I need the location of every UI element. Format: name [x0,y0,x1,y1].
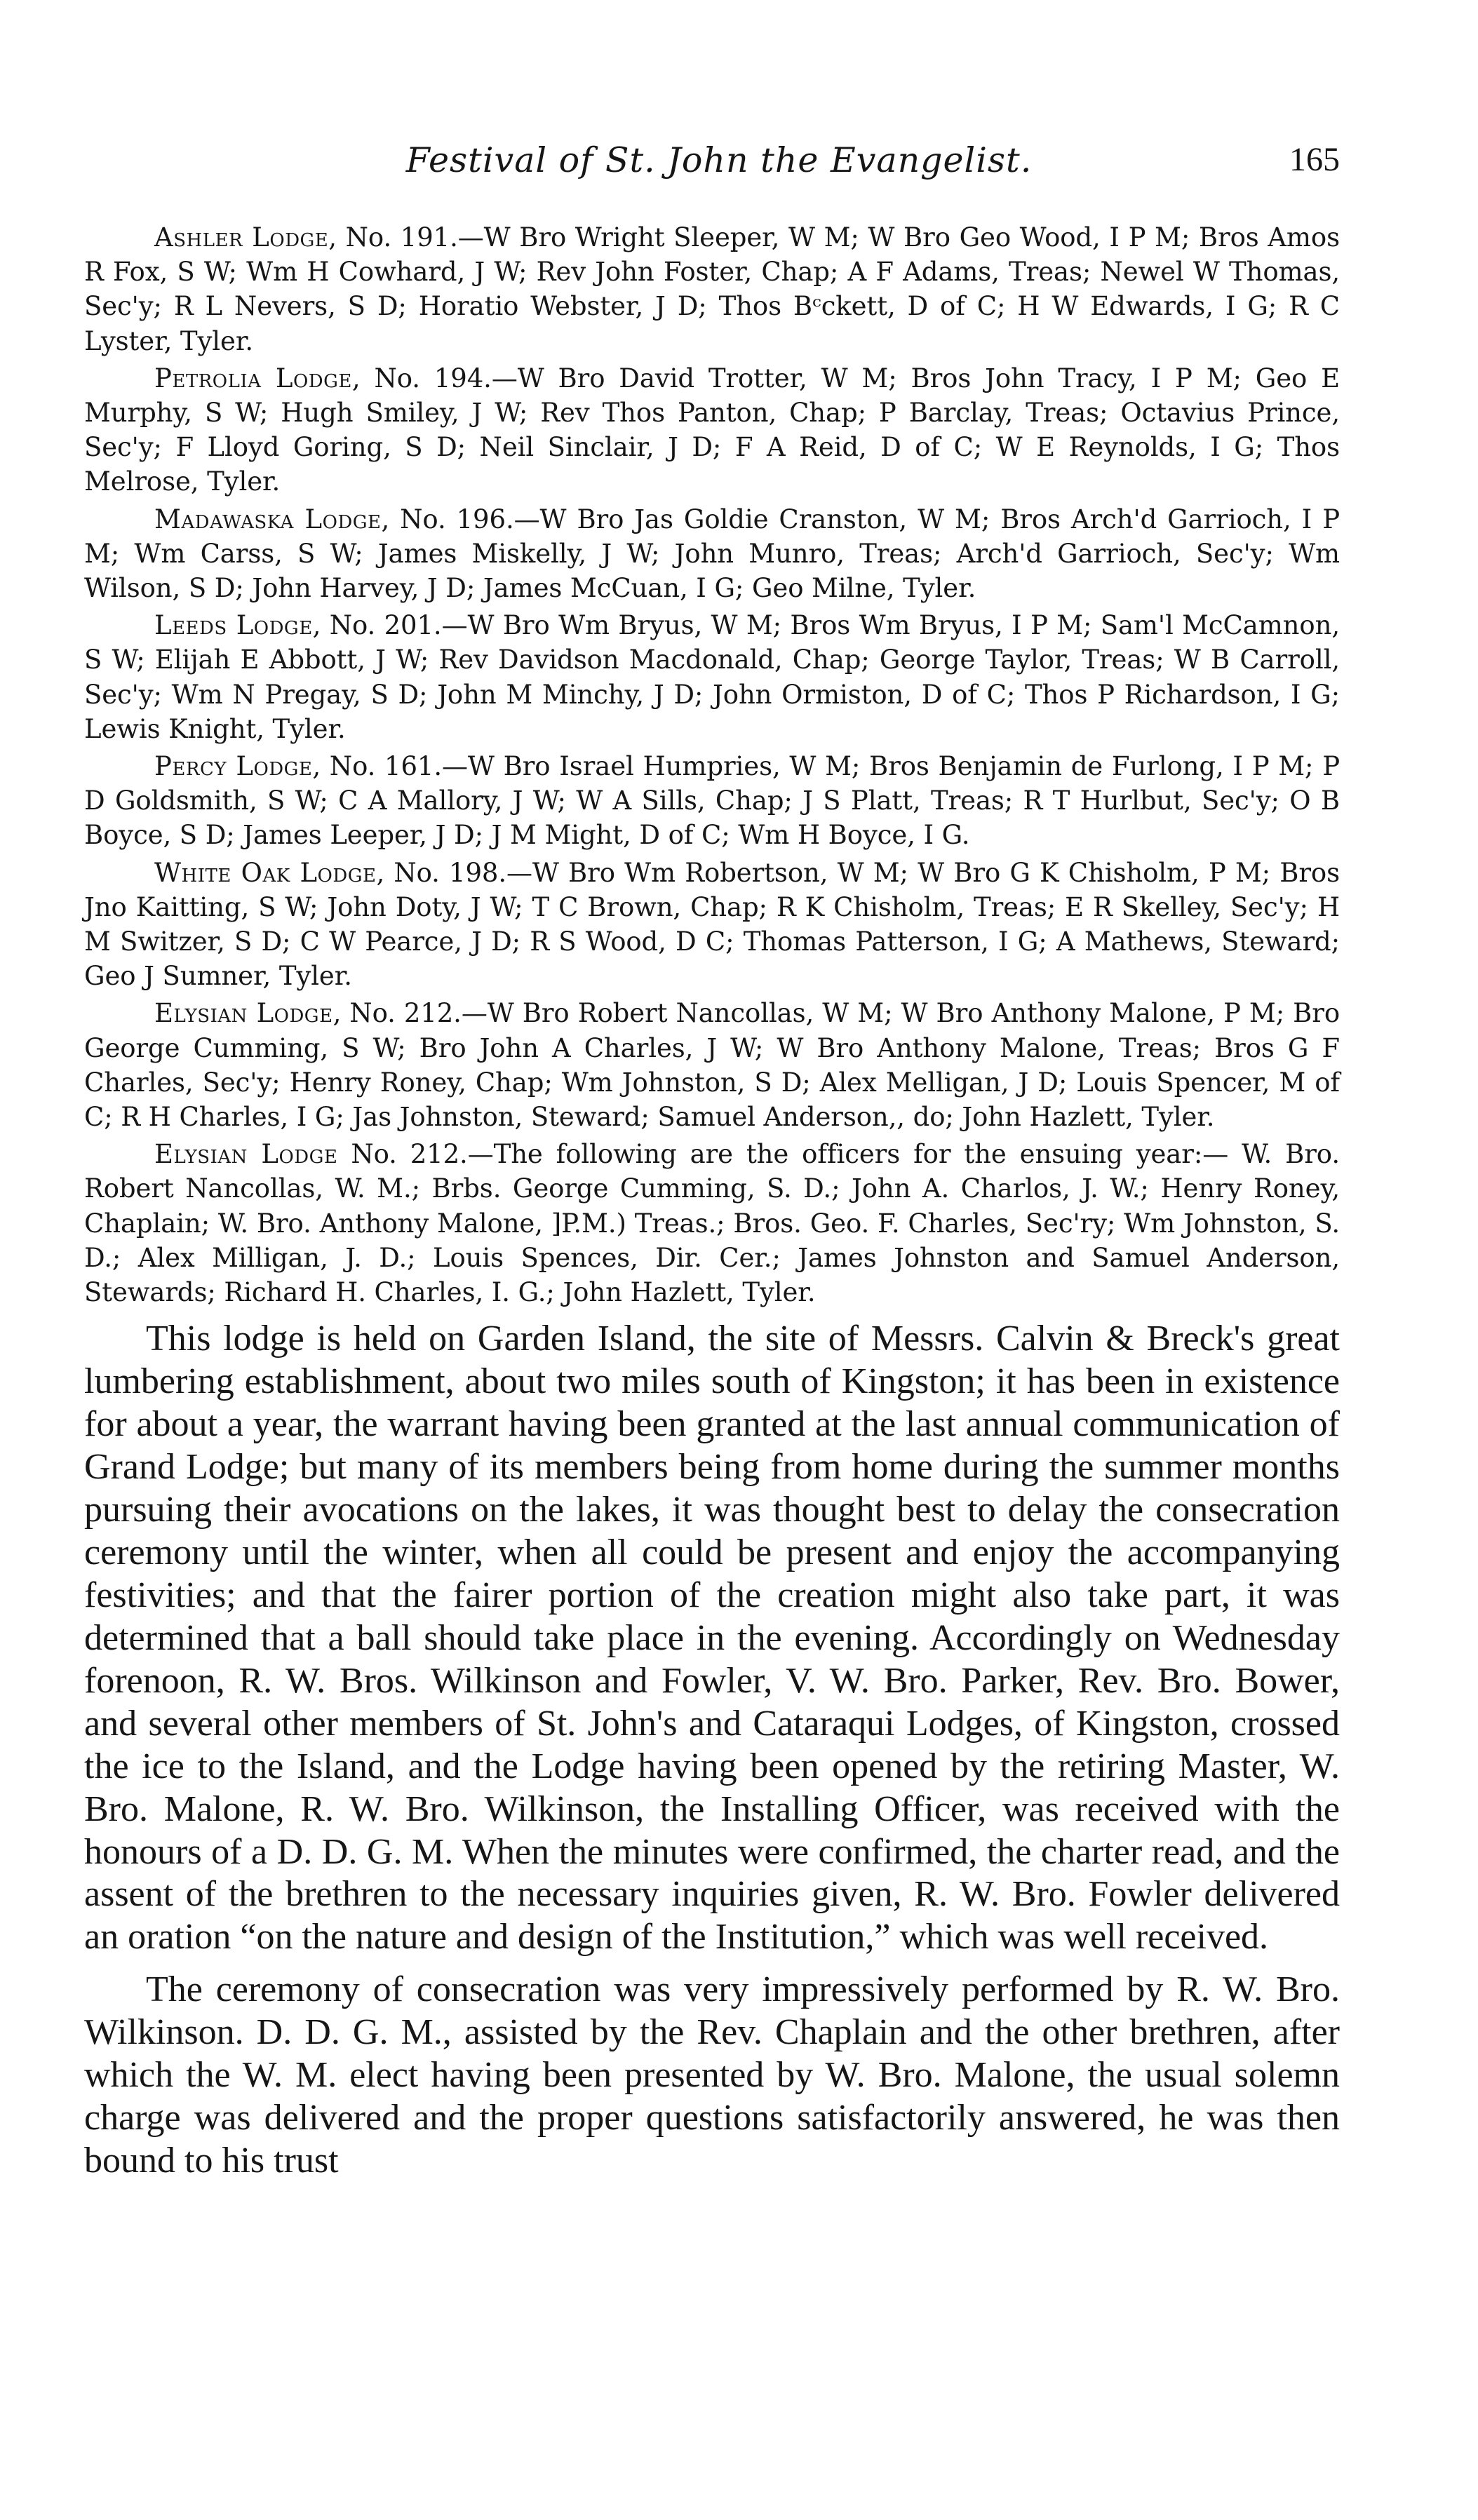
lodge-entry [84,361,1340,499]
lodge-name: Leeds Lodge [154,610,313,641]
lodge-name: Percy Lodge [154,751,313,782]
lodge-officers: , No. 191.—W Bro Wright Sleeper, W M; W Bro Geo Wood, I P M; Bros Amos R Fox, S W; Wm H Cowhard, J W; Rev John Foster, Chap; A F Adams, Treas; Newel W Thomas, Sec'y; R L Nevers, S D; Horatio Webster, J D; Thos Bᶜckett, D of C; H W Edwards, I G; R C Lyster, Tyler. [84,222,1340,356]
lodge-entry [84,749,1340,853]
running-title: Festival of St. John the Evangelist. [405,140,1033,180]
lodge-officers: , No. 198.—W Bro Wm Robertson, W M; W Bro G K Chisholm, P M; Bros Jno Kaitting, S W; John Doty, J W; T C Brown, Chap; R K Chisholm, Treas; E R Skelley, Sec'y; H M Switzer, S D; C W Pearce, J D; R S Wood, D C; Thomas Patterson, I G; A Mathews, Steward; Geo J Sumner, Tyler. [84,857,1340,992]
lodge-name: Ashler Lodge [154,222,329,252]
lodge-entry [84,502,1340,606]
lodge-name: Elysian Lodge [154,1139,338,1170]
lodge-entry [84,1137,1340,1309]
book-page [84,140,1340,2192]
lodge-entry [84,220,1340,358]
page-number: 165 [1289,141,1340,178]
page-header [84,140,1340,203]
lodge-officers: , No. 201.—W Bro Wm Bryus, W M; Bros Wm Bryus, I P M; Sam'l McCamnon, S W; Elijah E Abbott, J W; Rev Davidson Macdonald, Chap; George Taylor, Treas; W B Carroll, Sec'y; Wm N Pregay, S D; John M Minchy, J D; John Ormiston, D of C; Thos P Richardson, I G; Lewis Knight, Tyler. [84,610,1340,744]
lodge-officers: No. 212.—The following are the officers for the ensuing year:— W. Bro. Robert Nancollas, W. M.; Brbs. George Cumming, S. D.; John A. Charlos, J. W.; Henry Roney, Chaplain; W. Bro. Anthony Malone, ]P.M.) Treas.; Bros. Geo. F. Charles, Sec'ry; Wm Johnston, S. D.; Alex Milligan, J. D.; Louis Spences, Dir. Cer.; James Johnston and Samuel Anderson, Stewards; Richard H. Charles, I. G.; John Hazlett, Tyler. [84,1139,1340,1308]
lodge-name: White Oak Lodge [154,857,377,888]
lodge-officer-list [84,220,1340,1309]
lodge-entry [84,996,1340,1134]
lodge-officers: , No. 161.—W Bro Israel Humpries, W M; Bros Benjamin de Furlong, I P M; P D Goldsmith, S W; C A Mallory, J W; W A Sills, Chap; J S Platt, Treas; R T Hurlbut, Sec'y; O B Boyce, S D; James Leeper, J D; J M Might, D of C; Wm H Boyce, I G. [84,751,1340,851]
lodge-officers: , No. 212.—W Bro Robert Nancollas, W M; W Bro Anthony Malone, P M; Bro George Cumming, S W; Bro John A Charles, J W; W Bro Anthony Malone, Treas; Bros G F Charles, Sec'y; Henry Roney, Chap; Wm Johnston, S D; Alex Melligan, J D; Louis Spencer, M of C; R H Charles, I G; Jas Johnston, Steward; Samuel Anderson,, do; John Hazlett, Tyler. [84,998,1340,1133]
body-paragraph: This lodge is held on Garden Island, the site of Messrs. Calvin & Breck's great lumbering establishment, about two miles south of Kingston; it has been in existence for about a year, the warrant having been granted at the last annual communication of Grand Lodge; but many of its members being from home during the summer months pursuing their avocations on the lakes, it was thought best to delay the consecration ceremony until the winter, when all could be present and enjoy the accompanying festivities; and that the fairer portion of the creation might also take part, it was determined that a ball should take place in the evening. Accordingly on Wednesday forenoon, R. W. Bros. Wilkinson and Fowler, V. W. Bro. Parker, Rev. Bro. Bower, and several other members of St. John's and Cataraqui Lodges, of Kingston, crossed the ice to the Island, and the Lodge having been opened by the retiring Master, W. Bro. Malone, R. W. Bro. Wilkinson, the Installing Officer, was received with the honours of a D. D. G. M. When the minutes were confirmed, the charter read, and the assent of the brethren to the necessary inquiries given, R. W. Bro. Fowler delivered an oration “on the nature and design of the Institution,” which was well received. [84,1319,1340,1958]
body-paragraph: The ceremony of consecration was very impressively performed by R. W. Bro. Wilkinson. D. D. G. M., assisted by the Rev. Chaplain and the other brethren, after which the W. M. elect having been presented by W. Bro. Malone, the usual solemn charge was delivered and the proper questions satisfactorily answered, he was then bound to his trust [84,1969,1340,2181]
lodge-officers: , No. 196.—W Bro Jas Goldie Cranston, W M; Bros Arch'd Garrioch, I P M; Wm Carss, S W; James Miskelly, J W; John Munro, Treas; Arch'd Garrioch, Sec'y; Wm Wilson, S D; John Harvey, J D; James McCuan, I G; Geo Milne, Tyler. [84,504,1340,604]
lodge-name: Elysian Lodge [154,998,333,1029]
lodge-name: Madawaska Lodge [154,504,382,534]
lodge-officers: , No. 194.—W Bro David Trotter, W M; Bros John Tracy, I P M; Geo E Murphy, S W; Hugh Smiley, J W; Rev Thos Panton, Chap; P Barclay, Treas; Octavius Prince, Sec'y; F Lloyd Goring, S D; Neil Sinclair, J D; F A Reid, D of C; W E Reynolds, I G; Thos Melrose, Tyler. [84,363,1340,497]
lodge-name: Petrolia Lodge [154,363,352,393]
narrative-text [84,1318,1340,2183]
lodge-entry [84,856,1340,994]
lodge-entry [84,608,1340,746]
